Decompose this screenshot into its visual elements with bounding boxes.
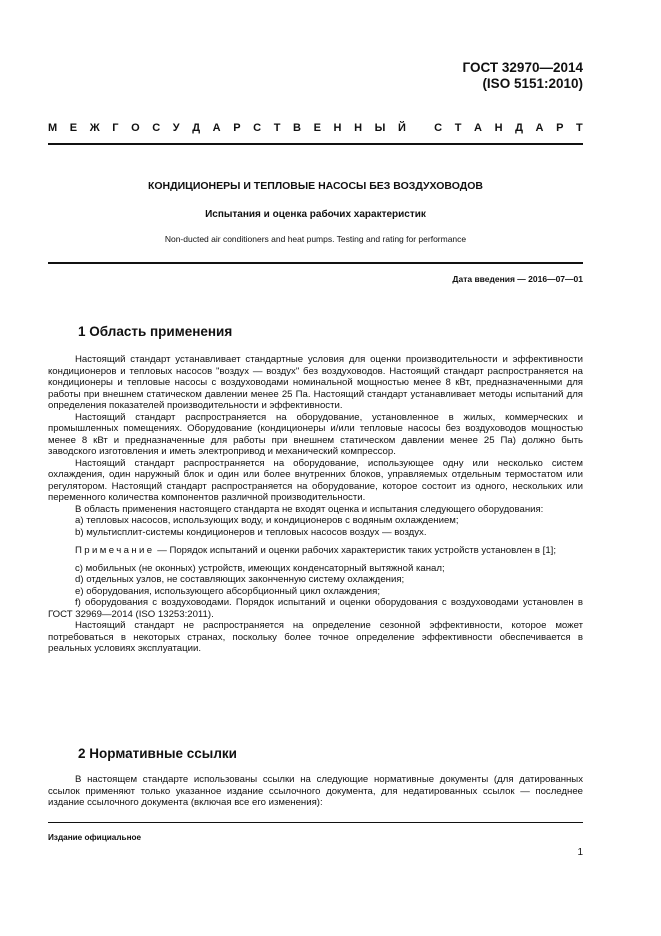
list-item: a) тепловых насосов, использующих воду, и кондиционеров с водяным охлаждением; [75,515,459,526]
list-item: c) мобильных (не оконных) устройств, имеющих конденсаторный вытяжной канал; [75,562,445,574]
english-title: Non-ducted air conditioners and heat pumps. Testing and rating for performance [164,234,467,244]
heading-letter: А [474,122,482,134]
heading-letter: Т [273,122,281,134]
paragraph: Настоящий стандарт распространяется на оборудование, использующее одну или несколько систем охлаждения, один наружный блок и один или более внутренних блоков, управляемых отдельным термостатом или регулятором. Настоящий стандарт распространяется на оборудование, которое состоит из одного, нескольких или переменного количества компонентов различной производительности. [48,457,583,503]
heading-letter: В [293,122,301,134]
section-1-heading: 1 Область применения [78,324,233,339]
heading-letter: А [212,122,221,134]
paragraph: В область применения настоящего стандарта не входят оценка и испытания следующего оборудования: [75,503,544,515]
heading-letter: Ы [374,122,386,134]
heading-letter: Т [576,122,583,134]
header-rule [48,143,583,145]
heading-letter: Е [69,122,78,134]
paragraph: Настоящий стандарт устанавливает стандартные условия для оценки производительности и эффективности кондиционеров и тепловых насосов "воздух — воздух" без воздуховодов. Настоящий стандарт распространяется на кондиционеры и тепловые насосы с воздуховодами номинальной мощностью менее 8 кВт, предназначенными для работы при внешнем статическом давлении менее 25 Па. Настоящий стандарт устанавливает методы испытаний для определения показателей производительности и эффективности. [48,354,583,411]
heading-letter: Н [494,122,503,134]
iso-number: (ISO 5151:2010) [482,76,583,91]
heading-letter: С [152,122,161,134]
paragraph: Настоящий стандарт распространяется на оборудование, установленное в жилых, коммерческих и промышленных помещениях. Оборудование (кондиционеры и/или тепловые насосы без воздуховодов мощностью менее 8 кВт и предназначенные для работы при внешнем статическом давлении менее 25 Па) должно быть заводского изготовления и иметь электропривод и механический компрессор. [48,411,583,457]
section-2-body [48,774,583,809]
note [48,545,583,557]
list-item: b) мультисплит-системы кондиционеров и тепловых насосов воздух — воздух. [75,526,427,538]
edition-note: Издание официальное [48,833,142,842]
paragraph: В настоящем стандарте использованы ссылки на следующие нормативные документы (для датированных ссылок применяют только указанное издание ссылочного документа, для недатированных ссылок — последнее издание ссылочного документа (включая все его изменения): [48,774,583,808]
heading-letter: Ж [89,122,100,134]
document-title: КОНДИЦИОНЕРЫ И ТЕПЛОВЫЕ НАСОСЫ БЕЗ ВОЗДУХОВОДОВ [147,180,483,192]
heading-letter: С [253,122,262,134]
heading-letter: Д [192,122,201,134]
note-text: — Порядок испытаний и оценки рабочих характеристик таких устройств установлен в [1]; [154,545,557,556]
paragraph: Настоящий стандарт не распространяется на определение сезонной эффективности, которое может потребоваться в некоторых странах, поскольку более точное определение эффективности обеспечивается в реальных условиях эксплуатации. [48,620,583,654]
page-number: 1 [577,847,583,858]
heading-letter: А [535,122,544,134]
heading-letter: Й [397,122,406,134]
section-2-heading: 2 Нормативные ссылки [78,746,237,761]
introduction-date: Дата введения — 2016—07—01 [452,274,583,284]
heading-letter: О [131,122,140,134]
heading-letter: Г [112,122,119,134]
list-item: f) оборудования с воздуховодами. Порядок испытаний и оценки оборудования с воздуховодами установлен в ГОСТ 32969—2014 (ISO 13253:2011). [48,597,583,620]
heading-letter: С [434,122,443,134]
heading-letter: Н [333,122,342,134]
gost-designation [463,60,583,92]
footer-rule [48,822,583,823]
heading-letter: Е [313,122,321,134]
list-item: d) отдельных узлов, не составляющих законченную систему охлаждения; [75,574,405,585]
heading-letter: М [48,122,58,134]
heading-letter: Р [556,122,564,134]
heading-letter [418,122,421,134]
list-item: e) оборудования, использующего абсорбционный цикл охлаждения; [75,585,381,597]
heading-letter: У [172,122,180,134]
note-label: Примечание [75,545,155,556]
heading-letter: Д [515,122,523,134]
title-rule [48,262,583,264]
document-subtitle: Испытания и оценка рабочих характеристик [205,209,426,220]
heading-letter: Н [354,122,363,134]
heading-letter: Т [454,122,462,134]
heading-letter: Р [233,122,241,134]
standard-type-heading [48,122,583,134]
gost-number: ГОСТ 32970—2014 [462,60,583,75]
section-1-body [48,354,583,655]
